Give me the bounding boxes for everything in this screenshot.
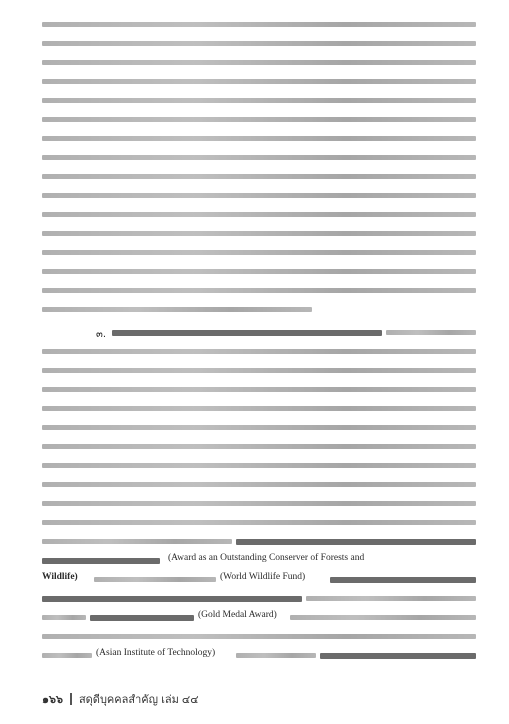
text-line	[236, 653, 316, 658]
page-number: ๑๖๖	[42, 694, 63, 706]
text-line	[42, 463, 476, 468]
text-line	[42, 368, 476, 373]
text-line	[290, 615, 476, 620]
text-line	[42, 193, 476, 198]
text-line	[42, 539, 232, 544]
text-line	[42, 596, 302, 602]
wwf-english-text: (World Wildlife Fund)	[220, 572, 306, 582]
text-line	[320, 653, 476, 659]
text-line	[42, 634, 476, 639]
text-line	[330, 577, 476, 583]
text-line	[42, 79, 476, 84]
text-line	[42, 117, 476, 122]
award-english-text: (Award as an Outstanding Conserver of Forests and	[168, 553, 365, 563]
text-line	[42, 212, 476, 217]
text-line	[42, 425, 476, 430]
footer-divider	[70, 693, 72, 705]
footer-title: สดุดีบุคคลสำคัญ เล่ม ๔๔	[78, 694, 199, 706]
text-line	[386, 330, 476, 335]
text-line	[42, 60, 476, 65]
text-line	[42, 558, 160, 564]
text-line	[236, 539, 476, 545]
text-line	[94, 577, 216, 582]
section-heading-line	[112, 330, 382, 336]
text-line	[42, 174, 476, 179]
text-line	[306, 596, 476, 601]
text-line	[42, 41, 476, 46]
text-line	[90, 615, 194, 621]
page-footer	[42, 690, 199, 708]
text-line	[42, 250, 476, 255]
text-line	[42, 482, 476, 487]
text-line	[42, 231, 476, 236]
text-line	[42, 444, 476, 449]
wildlife-english-text: Wildlife)	[42, 572, 78, 582]
text-line	[42, 387, 476, 392]
text-line	[42, 269, 476, 274]
gold-medal-english-text: (Gold Medal Award)	[198, 610, 277, 620]
text-line	[42, 136, 476, 141]
text-line	[42, 22, 476, 27]
text-line	[42, 615, 86, 620]
text-line	[42, 406, 476, 411]
text-line	[42, 307, 312, 312]
text-line	[42, 501, 476, 506]
ait-english-text: (Asian Institute of Technology)	[96, 648, 216, 658]
text-line	[42, 349, 476, 354]
text-line	[42, 155, 476, 160]
text-line	[42, 653, 92, 658]
text-line	[42, 520, 476, 525]
section-marker: ๓.	[96, 329, 107, 340]
text-line	[42, 288, 476, 293]
text-line	[42, 98, 476, 103]
